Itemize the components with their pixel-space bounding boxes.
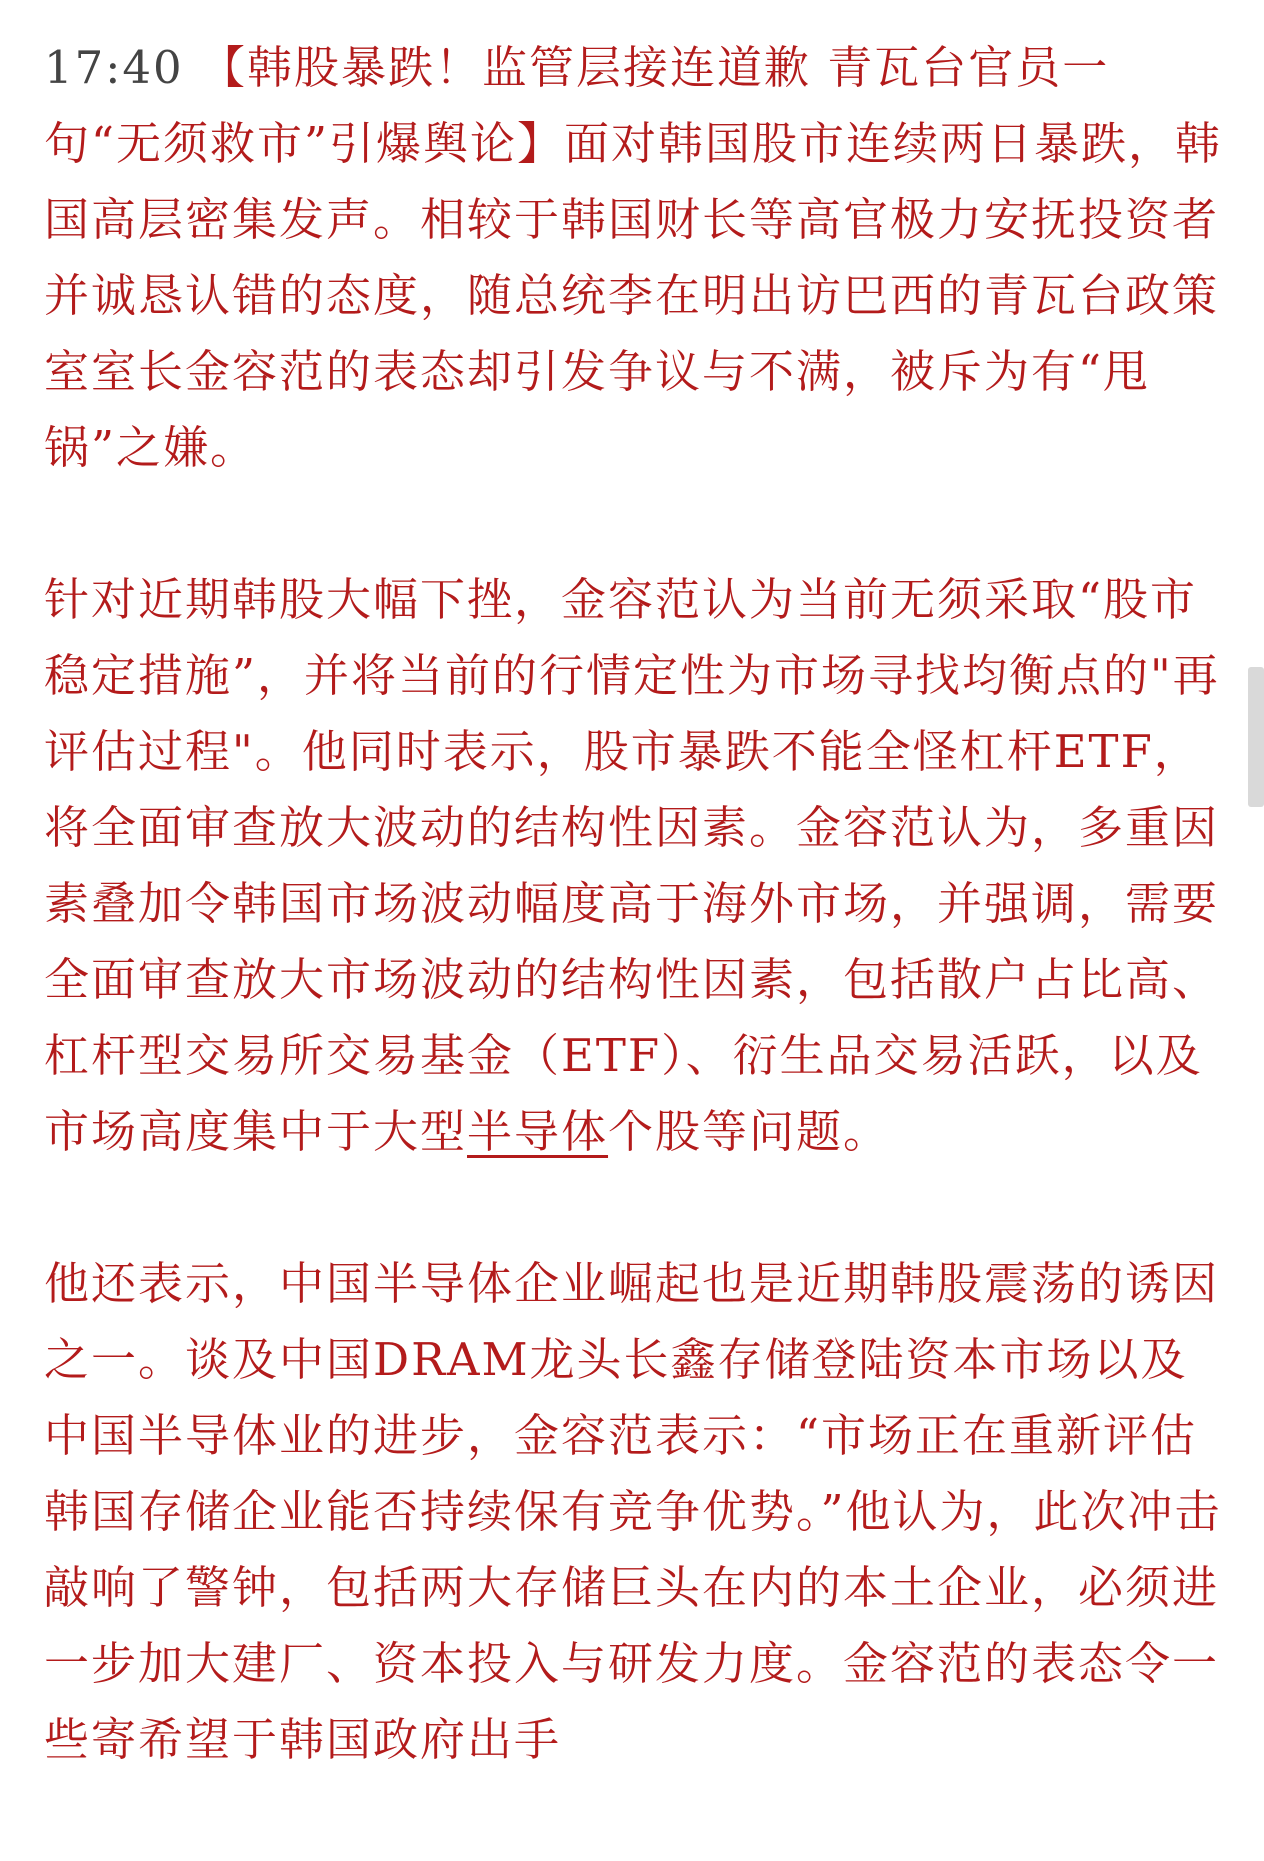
semiconductor-link[interactable]: 半导体 <box>467 1105 609 1158</box>
paragraph-2-text: 针对近期韩股大幅下挫，金容范认为当前无须采取“股市稳定措施”，并将当前的行情定性为市场寻找均衡点的"再评估过程"。他同时表示，股市暴跌不能全怪杠杆ETF，将全面审查放大波动的结构性因素。金容范认为，多重因素叠加令韩国市场波动幅度高于海外市场，并强调，需要全面审查放大市场波动的结构性因素，包括散户占比高、杠杆型交易所交易基金（ETF）、衍生品交易活跃，以及市场高度集中于大型 <box>44 573 1220 1158</box>
paragraph-3 <box>44 1246 1224 1778</box>
paragraph-2 <box>44 562 1224 1170</box>
paragraph-1 <box>44 30 1224 486</box>
scrollbar-thumb[interactable] <box>1248 667 1264 807</box>
paragraph-2-tail: 个股等问题。 <box>608 1105 891 1158</box>
paragraph-3-text: 他还表示，中国半导体企业崛起也是近期韩股震荡的诱因之一。谈及中国DRAM龙头长鑫存储登陆资本市场以及中国半导体业的进步，金容范表示：“市场正在重新评估韩国存储企业能否持续保有竞争优势。”他认为，此次冲击敲响了警钟，包括两大存储巨头在内的本土企业，必须进一步加大建厂、资本投入与研发力度。金容范的表态令一些寄希望于韩国政府出手 <box>44 1257 1222 1766</box>
article-body <box>44 30 1224 1854</box>
headline: 【韩股暴跌！监管层接连道歉 青瓦台官员一句“无须救市”引爆舆论】 <box>44 41 1110 170</box>
paragraph-1-text: 面对韩国股市连续两日暴跌，韩国高层密集发声。相较于韩国财长等高官极力安抚投资者并诚恳认错的态度，随总统李在明出访巴西的青瓦台政策室室长金容范的表态却引发争议与不满，被斥为有“甩锅”之嫌。 <box>44 117 1223 474</box>
news-time: 17:40 <box>44 41 184 94</box>
